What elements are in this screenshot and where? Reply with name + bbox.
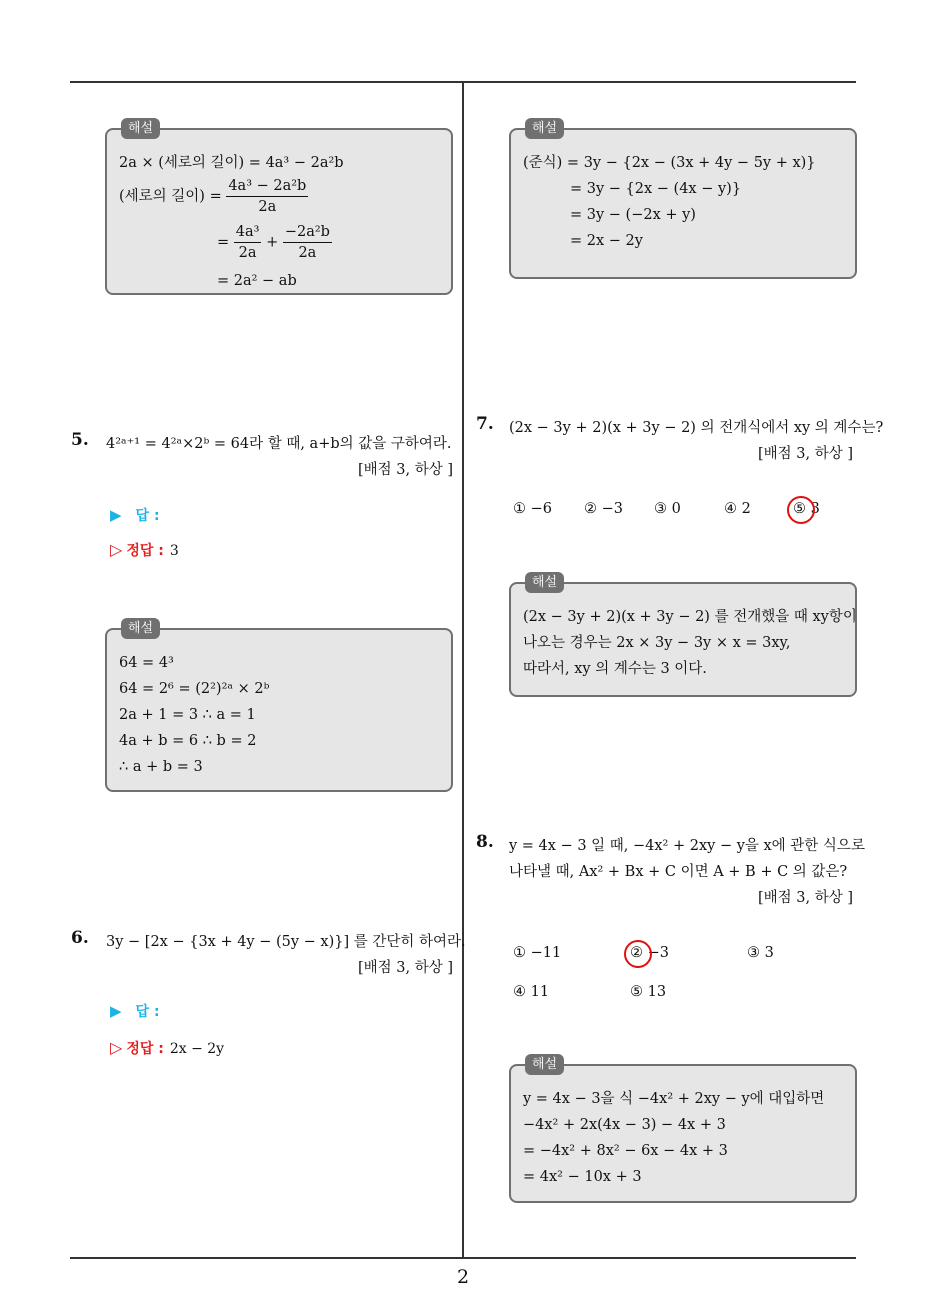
- option-2[interactable]: ② −3: [584, 501, 623, 517]
- triangle-outline-icon: ▷: [110, 1038, 123, 1057]
- question-number: 8.: [476, 832, 494, 852]
- solution-line: 2a × (세로의 길이) = 4a³ − 2a²b: [119, 155, 344, 171]
- option-1[interactable]: ① −11: [513, 945, 562, 961]
- solution-line: (2x − 3y + 2)(x + 3y − 2) 를 전개했을 때 xy항이: [523, 609, 857, 625]
- solution-line: = 3y − (−2x + y): [570, 207, 696, 223]
- play-arrow-icon: ▶: [110, 1002, 122, 1020]
- solution-line: 따라서, xy 의 계수는 3 이다.: [523, 661, 707, 677]
- option-4[interactable]: ④ 2: [724, 501, 751, 517]
- play-arrow-icon: ▶: [110, 506, 122, 524]
- question-number: 5.: [71, 430, 89, 450]
- answer-field[interactable]: ▶ 답 :: [110, 1002, 160, 1020]
- solution-line: 4a + b = 6 ∴ b = 2: [119, 733, 257, 749]
- option-2[interactable]: ② −3: [630, 945, 669, 961]
- solution-line: = 3y − {2x − (4x − y)}: [570, 181, 742, 197]
- solution-line: = 4x² − 10x + 3: [523, 1169, 642, 1185]
- solution-line: 2a + 1 = 3 ∴ a = 1: [119, 707, 256, 723]
- solution-box-q8: [509, 1057, 857, 1203]
- question-meta: [배점 3, 하상 ]: [357, 960, 453, 976]
- solution-line: 64 = 4³: [119, 655, 174, 671]
- solution-box-area: [105, 121, 453, 295]
- solution-line: = −4x² + 8x² − 6x − 4x + 3: [523, 1143, 728, 1159]
- solution-line: = 2x − 2y: [570, 233, 643, 249]
- question-number: 6.: [71, 928, 89, 948]
- question-meta: [배점 3, 하상 ]: [357, 462, 453, 478]
- column-divider: [462, 82, 464, 1258]
- answer-field[interactable]: ▶ 답 :: [110, 506, 160, 524]
- option-3[interactable]: ③ 3: [747, 945, 774, 961]
- solution-line: y = 4x − 3을 식 −4x² + 2xy − y에 대입하면: [523, 1091, 825, 1107]
- solution-tag: 해설: [525, 118, 564, 139]
- question-text: 나타낼 때, Ax² + Bx + C 이면 A + B + C 의 값은?: [509, 864, 848, 880]
- solution-tag: 해설: [121, 118, 160, 139]
- question-text: 3y − [2x − {3x + 4y − (5y − x)}] 를 간단히 하여라.: [106, 934, 466, 950]
- bottom-rule: [70, 1257, 856, 1259]
- fraction: $\frac{\text{−2a²b}}{2a}$: [284, 224, 330, 261]
- selected-answer-circle: [787, 496, 815, 524]
- solution-tag: 해설: [525, 572, 564, 593]
- question-meta: [배점 3, 하상 ]: [757, 446, 853, 462]
- selected-answer-circle: [624, 940, 652, 968]
- solution-line: = 2a² − ab: [217, 273, 297, 289]
- solution-box-q5: [105, 621, 453, 792]
- solution-text: =: [217, 234, 230, 251]
- correct-answer: ▷ 정답 : 3: [110, 540, 179, 559]
- question-text: y = 4x − 3 일 때, −4x² + 2xy − y을 x에 관한 식으로: [509, 838, 865, 854]
- solution-line: −4x² + 2x(4x − 3) − 4x + 3: [523, 1117, 726, 1133]
- fraction: $\frac{\text{4a³}}{2a}$: [235, 224, 260, 261]
- correct-answer: ▷ 정답 : 2x − 2y: [110, 1038, 225, 1057]
- solution-tag: 해설: [525, 1054, 564, 1075]
- solution-fraction-line: [119, 176, 437, 222]
- solution-tag: 해설: [121, 618, 160, 639]
- page-number: 2: [456, 1266, 470, 1288]
- triangle-outline-icon: ▷: [110, 540, 123, 559]
- option-4[interactable]: ④ 11: [513, 984, 550, 1000]
- question-meta: [배점 3, 하상 ]: [757, 890, 853, 906]
- solution-fraction-line: [119, 222, 437, 268]
- fraction: $\frac{\text{4a³ − 2a²b}}{2a}$: [228, 178, 307, 215]
- question-text: 4²ᵃ⁺¹ = 4²ᵃ×2ᵇ = 64라 할 때, a+b의 값을 구하여라.: [106, 436, 452, 452]
- solution-box-simplify: [509, 121, 857, 279]
- solution-box-q7: [509, 575, 857, 697]
- solution-line: (준식) = 3y − {2x − (3x + 4y − 5y + x)}: [523, 155, 816, 171]
- solution-text: +: [266, 234, 279, 251]
- option-3[interactable]: ③ 0: [654, 501, 681, 517]
- question-number: 7.: [476, 414, 494, 434]
- solution-line: 64 = 2⁶ = (2²)²ᵃ × 2ᵇ: [119, 681, 270, 697]
- option-1[interactable]: ① −6: [513, 501, 552, 517]
- solution-line: ∴ a + b = 3: [119, 759, 203, 775]
- solution-text: (세로의 길이) =: [119, 188, 222, 205]
- option-5[interactable]: ⑤ 13: [630, 984, 667, 1000]
- solution-line: 나오는 경우는 2x × 3y − 3y × x = 3xy,: [523, 635, 791, 651]
- question-text: (2x − 3y + 2)(x + 3y − 2) 의 전개식에서 xy 의 계수는?: [509, 420, 884, 436]
- option-5[interactable]: ⑤ 3: [793, 501, 820, 517]
